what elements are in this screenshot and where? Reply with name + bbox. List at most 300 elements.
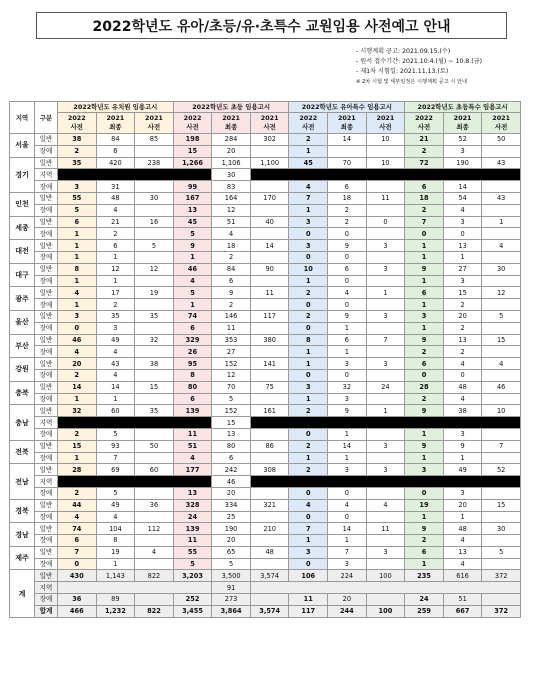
table-cell: 273 [212, 594, 251, 606]
table-cell: 4 [58, 287, 97, 299]
table-cell: 117 [289, 605, 328, 617]
table-cell: 210 [250, 523, 289, 535]
type-cell: 장애 [35, 535, 58, 547]
table-cell: 6 [328, 181, 367, 193]
table-cell: 100 [366, 570, 405, 582]
table-cell: 15 [482, 499, 521, 511]
table-cell: 1 [173, 251, 212, 263]
table-cell: 8 [289, 334, 328, 346]
table-cell: 48 [443, 523, 482, 535]
note-application-period: - 원서 접수기간: 2021.10.4.(월) ~ 10.8.(금) [356, 58, 483, 65]
table-cell: 14 [443, 181, 482, 193]
table-cell: 3 [405, 464, 444, 476]
type-cell: 장애 [35, 369, 58, 381]
table-cell: 6 [58, 535, 97, 547]
table-cell: 2 [289, 440, 328, 452]
header-subcolumn: 2021 최종 [96, 113, 135, 134]
table-cell: 13 [212, 428, 251, 440]
table-cell: 18 [212, 240, 251, 252]
table-row [10, 145, 521, 157]
table-cell: 112 [135, 523, 174, 535]
table-cell: 10 [366, 157, 405, 169]
table-cell: 3 [366, 358, 405, 370]
table-cell: 1 [58, 393, 97, 405]
table-cell: 1,106 [212, 157, 251, 169]
table-cell: 3 [366, 263, 405, 275]
table-cell [366, 204, 405, 216]
table-cell: 1 [443, 251, 482, 263]
table-cell [135, 393, 174, 405]
table-cell: 2 [58, 487, 97, 499]
table-cell: 13 [443, 334, 482, 346]
table-cell: 86 [250, 440, 289, 452]
header-group: 2022학년도 초등특수 임용고시 [405, 102, 521, 113]
table-cell: 198 [173, 134, 212, 146]
table-cell: 334 [212, 499, 251, 511]
table-cell: 0 [328, 487, 367, 499]
table-cell [482, 369, 521, 381]
header-subcolumn: 2022 사전 [173, 113, 212, 134]
table-cell: 3,574 [250, 570, 289, 582]
table-cell: 4 [289, 499, 328, 511]
table-cell: 3 [328, 464, 367, 476]
region-cell: 충북 [10, 381, 35, 405]
table-cell [135, 346, 174, 358]
table-cell [366, 275, 405, 287]
table-cell: 52 [443, 134, 482, 146]
region-cell: 경남 [10, 523, 35, 547]
table-cell: 372 [482, 605, 521, 617]
table-cell: 420 [96, 157, 135, 169]
table-cell: 284 [212, 134, 251, 146]
table-cell: 0 [328, 369, 367, 381]
table-cell: 10 [289, 263, 328, 275]
type-cell: 장애 [35, 428, 58, 440]
table-cell: 3 [289, 546, 328, 558]
table-cell: 17 [96, 287, 135, 299]
table-cell [250, 452, 289, 464]
table-cell: 466 [58, 605, 97, 617]
table-cell: 5 [173, 558, 212, 570]
type-cell: 일반 [35, 464, 58, 476]
table-cell [366, 145, 405, 157]
type-cell: 장애 [35, 299, 58, 311]
table-cell [250, 251, 289, 263]
type-cell: 일반 [35, 240, 58, 252]
table-cell: 83 [212, 181, 251, 193]
table-cell: 2 [58, 428, 97, 440]
table-cell: 1 [289, 535, 328, 547]
table-cell: 55 [58, 192, 97, 204]
type-cell: 일반 [35, 134, 58, 146]
table-cell: 177 [173, 464, 212, 476]
table-row [10, 263, 521, 275]
table-cell: 49 [96, 334, 135, 346]
table-cell: 2 [289, 287, 328, 299]
table-cell: 1 [328, 535, 367, 547]
table-row [10, 546, 521, 558]
regional-blank-bar [250, 417, 520, 429]
table-cell: 65 [212, 546, 251, 558]
table-cell [366, 558, 405, 570]
header-subcolumn: 2021 사전 [482, 113, 521, 134]
table-cell [482, 487, 521, 499]
table-cell: 152 [212, 405, 251, 417]
table-cell: 2 [405, 346, 444, 358]
table-cell: 4 [443, 358, 482, 370]
table-cell: 9 [405, 334, 444, 346]
table-cell [250, 322, 289, 334]
table-cell: 15 [135, 381, 174, 393]
table-cell: 7 [482, 440, 521, 452]
region-cell: 서울 [10, 134, 35, 158]
table-cell: 152 [212, 358, 251, 370]
table-cell [250, 346, 289, 358]
header-subcolumn: 2021 최종 [212, 113, 251, 134]
table-cell: 2 [405, 393, 444, 405]
header-subcolumn: 2021 사전 [250, 113, 289, 134]
table-cell: 6 [328, 263, 367, 275]
table-cell: 430 [58, 570, 97, 582]
type-cell: 장애 [35, 511, 58, 523]
table-cell: 235 [405, 570, 444, 582]
table-cell: 5 [135, 240, 174, 252]
table-cell [135, 251, 174, 263]
table-cell: 9 [405, 405, 444, 417]
table-cell: 2 [212, 299, 251, 311]
table-cell [250, 511, 289, 523]
table-cell [366, 346, 405, 358]
type-cell: 일반 [35, 546, 58, 558]
table-cell: 9 [443, 440, 482, 452]
table-cell: 8 [173, 369, 212, 381]
table-cell: 55 [173, 546, 212, 558]
table-cell: 3 [366, 546, 405, 558]
type-cell: 장애 [35, 393, 58, 405]
type-cell: 장애 [35, 594, 58, 606]
table-cell: 30 [482, 523, 521, 535]
table-cell [250, 275, 289, 287]
table-cell: 24 [366, 381, 405, 393]
table-cell [482, 145, 521, 157]
table-cell: 1 [289, 145, 328, 157]
table-cell: 2 [96, 299, 135, 311]
table-cell: 1 [366, 287, 405, 299]
table-cell: 6 [173, 322, 212, 334]
table-cell: 20 [443, 310, 482, 322]
table-cell: 0 [366, 216, 405, 228]
table-cell [482, 322, 521, 334]
table-cell: 2 [405, 145, 444, 157]
table-cell: 3 [289, 216, 328, 228]
table-cell: 6 [405, 181, 444, 193]
table-cell: 0 [58, 558, 97, 570]
table-row [10, 452, 521, 464]
header-region: 지역 [10, 102, 35, 134]
table-row [10, 476, 521, 488]
table-cell: 170 [250, 192, 289, 204]
table-cell: 1 [482, 216, 521, 228]
table-cell [135, 322, 174, 334]
note-first-exam: - 제1차 시험일: 2021.11.13.(토) [356, 68, 449, 75]
table-cell: 4 [443, 393, 482, 405]
type-cell: 장애 [35, 181, 58, 193]
table-cell: 19 [135, 287, 174, 299]
table-cell: 46 [482, 381, 521, 393]
table-cell: 28 [58, 464, 97, 476]
table-cell: 40 [250, 216, 289, 228]
table-cell: 1 [328, 428, 367, 440]
table-cell: 80 [173, 381, 212, 393]
table-cell: 100 [366, 605, 405, 617]
table-cell: 36 [58, 594, 97, 606]
table-cell [135, 181, 174, 193]
table-cell: 49 [443, 464, 482, 476]
table-cell: 91 [212, 582, 251, 594]
table-cell: 80 [212, 440, 251, 452]
region-cell: 대구 [10, 263, 35, 287]
region-cell: 계 [10, 570, 35, 617]
table-cell [135, 145, 174, 157]
table-cell: 25 [212, 511, 251, 523]
table-cell: 0 [289, 251, 328, 263]
table-cell [135, 535, 174, 547]
table-cell: 2 [289, 405, 328, 417]
table-cell: 15 [212, 417, 251, 429]
table-cell: 0 [405, 487, 444, 499]
type-cell: 장애 [35, 275, 58, 287]
table-row [10, 346, 521, 358]
table-row [10, 181, 521, 193]
table-cell: 4 [443, 558, 482, 570]
table-cell: 2 [405, 204, 444, 216]
table-cell: 0 [289, 299, 328, 311]
table-cell: 46 [58, 334, 97, 346]
table-cell: 3 [289, 240, 328, 252]
table-cell: 3,203 [173, 570, 212, 582]
table-cell: 74 [58, 523, 97, 535]
table-cell: 11 [173, 428, 212, 440]
region-cell: 경북 [10, 499, 35, 523]
table-row [10, 299, 521, 311]
type-cell: 일반 [35, 216, 58, 228]
table-cell: 24 [405, 594, 444, 606]
table-cell [135, 594, 174, 606]
table-cell: 1 [289, 452, 328, 464]
table-cell: 3 [443, 216, 482, 228]
region-cell: 부산 [10, 334, 35, 358]
type-cell: 합계 [35, 605, 58, 617]
table-cell [135, 428, 174, 440]
regional-blank-bar [58, 169, 212, 181]
table-cell [250, 393, 289, 405]
table-row [10, 487, 521, 499]
table-cell: 18 [328, 192, 367, 204]
table-cell: 4 [482, 240, 521, 252]
region-cell: 인천 [10, 192, 35, 216]
table-row [10, 381, 521, 393]
table-cell: 4 [96, 204, 135, 216]
region-cell: 세종 [10, 216, 35, 240]
table-cell: 4 [135, 546, 174, 558]
table-cell: 13 [443, 546, 482, 558]
table-cell: 1 [405, 452, 444, 464]
table-cell [482, 346, 521, 358]
table-cell: 48 [250, 546, 289, 558]
table-cell [366, 322, 405, 334]
table-cell [135, 299, 174, 311]
table-cell: 2 [443, 299, 482, 311]
table-cell: 244 [328, 605, 367, 617]
table-cell: 0 [58, 322, 97, 334]
table-cell: 10 [366, 134, 405, 146]
table-cell: 1 [289, 393, 328, 405]
table-row [10, 251, 521, 263]
table-cell [135, 369, 174, 381]
table-cell [250, 228, 289, 240]
table-cell: 5 [173, 287, 212, 299]
table-cell: 7 [96, 452, 135, 464]
type-cell: 장애 [35, 228, 58, 240]
table-cell: 6 [405, 546, 444, 558]
table-cell: 616 [443, 570, 482, 582]
table-cell: 146 [212, 310, 251, 322]
table-cell: 0 [443, 228, 482, 240]
table-cell: 161 [250, 405, 289, 417]
table-cell: 2 [58, 145, 97, 157]
table-cell: 1,143 [96, 570, 135, 582]
table-cell: 8 [58, 263, 97, 275]
table-cell: 1 [58, 251, 97, 263]
table-cell: 44 [58, 499, 97, 511]
table-cell: 75 [250, 381, 289, 393]
table-cell: 2 [443, 346, 482, 358]
header-subcolumn: 2022 사전 [58, 113, 97, 134]
table-row [10, 216, 521, 228]
type-cell: 일반 [35, 334, 58, 346]
type-cell: 일반 [35, 570, 58, 582]
type-cell: 지역 [35, 417, 58, 429]
table-cell: 9 [212, 287, 251, 299]
table-cell: 1 [405, 240, 444, 252]
table-cell: 822 [135, 605, 174, 617]
regional-blank-bar [58, 476, 212, 488]
table-cell: 0 [405, 228, 444, 240]
table-cell [250, 181, 289, 193]
table-cell: 4 [443, 204, 482, 216]
table-cell [482, 535, 521, 547]
table-cell: 2 [289, 310, 328, 322]
table-cell: 139 [173, 405, 212, 417]
table-cell: 7 [289, 523, 328, 535]
table-cell: 14 [328, 523, 367, 535]
header-subcolumn: 2022 사전 [405, 113, 444, 134]
table-cell [482, 228, 521, 240]
table-cell: 1 [443, 511, 482, 523]
table-cell: 6 [96, 240, 135, 252]
table-cell: 0 [289, 487, 328, 499]
table-cell: 21 [96, 216, 135, 228]
table-cell: 95 [173, 358, 212, 370]
type-cell: 장애 [35, 487, 58, 499]
table-cell: 50 [482, 134, 521, 146]
table-cell: 3 [443, 145, 482, 157]
table-cell: 32 [328, 381, 367, 393]
table-cell: 5 [482, 546, 521, 558]
table-cell [250, 299, 289, 311]
table-cell [135, 204, 174, 216]
table-row [10, 275, 521, 287]
type-cell: 일반 [35, 310, 58, 322]
table-cell [482, 181, 521, 193]
table-row [10, 157, 521, 169]
region-cell: 대전 [10, 240, 35, 264]
table-row [10, 405, 521, 417]
table-cell: 11 [212, 322, 251, 334]
type-cell: 지역 [35, 476, 58, 488]
type-cell: 일반 [35, 499, 58, 511]
table-cell: 6 [96, 145, 135, 157]
table-cell [250, 369, 289, 381]
table-row [10, 570, 521, 582]
table-cell [366, 452, 405, 464]
table-cell: 89 [96, 594, 135, 606]
table-cell: 14 [96, 381, 135, 393]
table-cell: 1 [58, 299, 97, 311]
regional-blank-bar [250, 169, 520, 181]
table-cell [482, 275, 521, 287]
table-cell: 48 [96, 192, 135, 204]
table-cell: 16 [135, 216, 174, 228]
table-cell: 7 [405, 216, 444, 228]
note-footnote: ※ 2차 시험 및 세부일정은 시행계획 공고 시 안내 [356, 79, 468, 85]
table-cell: 3,574 [250, 605, 289, 617]
region-cell: 충남 [10, 405, 35, 440]
table-cell: 5 [96, 428, 135, 440]
header-group: 2022학년도 유치원 임용고시 [58, 102, 174, 113]
table-cell: 6 [405, 358, 444, 370]
table-row [10, 440, 521, 452]
table-cell: 1 [328, 322, 367, 334]
table-cell: 31 [96, 181, 135, 193]
table-cell [250, 204, 289, 216]
header-subcolumn: 2021 최종 [328, 113, 367, 134]
table-cell: 3 [366, 240, 405, 252]
table-cell [366, 511, 405, 523]
table-cell: 242 [212, 464, 251, 476]
table-cell: 7 [289, 192, 328, 204]
table-cell: 52 [482, 464, 521, 476]
table-cell: 24 [173, 511, 212, 523]
table-cell: 4 [328, 499, 367, 511]
table-cell: 20 [212, 145, 251, 157]
table-row [10, 322, 521, 334]
table-cell: 1 [289, 204, 328, 216]
table-cell [366, 535, 405, 547]
table-cell: 1 [443, 452, 482, 464]
table-cell [250, 535, 289, 547]
type-cell: 장애 [35, 452, 58, 464]
table-cell: 11 [366, 192, 405, 204]
table-cell: 11 [173, 535, 212, 547]
table-cell [135, 487, 174, 499]
table-cell [482, 428, 521, 440]
table-cell: 9 [328, 240, 367, 252]
type-cell: 일반 [35, 157, 58, 169]
table-cell: 1 [289, 275, 328, 287]
table-cell: 1 [289, 358, 328, 370]
table-cell: 9 [173, 240, 212, 252]
